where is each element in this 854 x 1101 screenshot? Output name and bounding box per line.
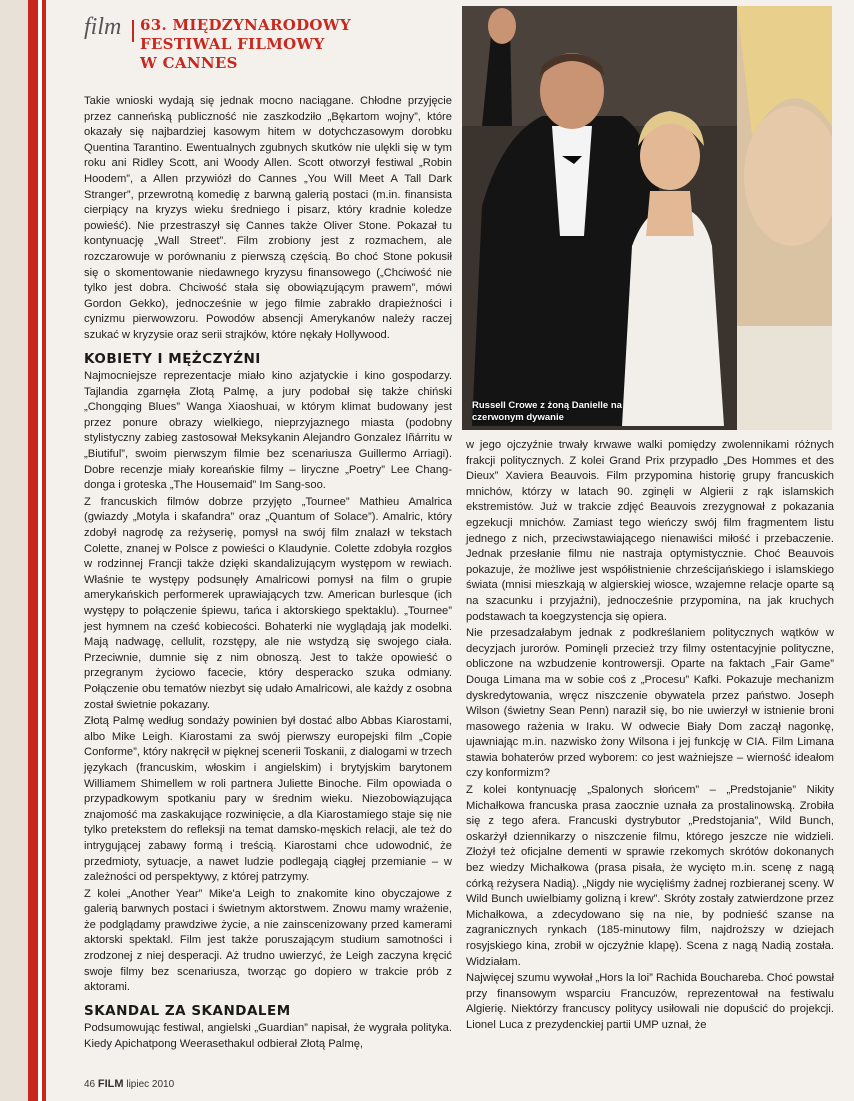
paragraph: Najmocniejsze reprezentacje miało kino azjatyckie i kino gospodarzy. Tajlandia zgarnęła Złotą Palmę, a jury podobał się także chiński „Chongqing Blues” Wanga Xiaoshuai, w którym klimat budowany jest przez ponure obrazy wielkiego, nieprzyjaznego miasta (podobny stylistyczny zabieg zastosował Meksykanin Alejandro Gonzalez Iñárritu w „Biutiful”, swoim pierwszym filmie bez scenariusza Guillermo Arriagi). Dobre recenzje miały koreańskie filmy – liryczne „Poetry” Lee Chang-donga i groteska „The Housemaid” Im Sang-soo.	[84, 370, 452, 492]
page-number: 46	[84, 1079, 96, 1090]
left-column	[84, 94, 452, 1053]
page-edge-stripe	[0, 0, 52, 1101]
title-line-2: FESTIWAL FILMOWY	[140, 35, 325, 53]
paragraph: Najwięcej szumu wywołał „Hors la loi” Rachida Bouchareba. Choć powstał przy finansowym wsparciu Francuzów, reprezentował na festiwalu Algierię. Niektórzy francuscy politycy usiłowali nie dopuścić do projekcji. Lionel Luca z prezydenckiej partii UMP uznał, że	[466, 972, 834, 1031]
paragraph: Z francuskich filmów dobrze przyjęto „Tournee” Mathieu Amalrica (gwiazdy „Motyla i skafandra” oraz „Quantum of Solace”). Amalric, który zdobył nagrodę za reżyserię, pomysł na swój film znalazł w tekstach Colette, znanej w Polsce z powieści o Klaudynie. Colette zdobyła rozgłos w rodzinnej Francji także dzięki skandalizującym występom w rewiach. Właśnie te występy podsunęły Amalricowi pomysł na film o grupie amerykańskich performerek uprawiających tzw. American burlesque (ich występy to połączenie śpiewu, tańca i aktorskiego spektaklu). „Tournee” jest hymnem na cześć kobiecości. Bohaterki nie wyglądają jak modelki. Mają nadwagę, cellulit, rozstępy, ale nie wstydzą się swojego ciała. Przeciwnie, dumnie się z nim obnoszą. Jest to także opowieść o przegranym życiowo facecie, który desperacko szuka odmiany. Połączenie obu tematów niezbyt się udało Amalricowi, ale każdy z osobna został świetnie pokazany.	[84, 495, 452, 711]
title-line-3: W CANNES	[140, 54, 238, 72]
article-photo	[462, 6, 832, 430]
paragraph: Nie przesadzałabym jednak z podkreślaniem politycznych wątków w decyzjach jurorów. Pominęli przecież trzy filmy ostentacyjnie polityczne, obliczone na wzbudzenie kontrowersji. Oparte na faktach „Fair Game” Douga Limana ma w sobie coś z „Procesu” Kafki. Pokazuje mechanizm dyskredytowania, wręcz niszczenie obywatela przez państwo. Joseph Wilson (świetny Sean Penn) naraził się, bo nie uwierzył w istnienie broni masowego rażenia w Iraku. W odwecie Biały Dom zaczął nagonkę, ujawniając m.in. nazwisko żony Wilsona i jej funkcję w CIA. Film Limana stawia bohaterów przed wyborem: co jest ważniejsze – wierność ideałom czy konformizm?	[466, 627, 834, 780]
paragraph: Z kolei kontynuację „Spalonych słońcem” – „Predstojanie” Nikity Michałkowa francuska prasa zaocznie uznała za prostalinowską. Zrobiła się z tego afera. Francuski dystrybutor „Predstojania”, Wild Bunch, oskarżył dziennikarzy o niszczenie filmu, którego jeszcze nie widzieli. Złożył też oficjalne dementi w sprawie rzekomych skrótów dokonanych bez wiedzy Michałkowa (prasa pisała, że wycięto m.in. scenę z nagą córką reżysera Nadią). „Nigdy nie wycięliśmy żadnej rozbieranej sceny. W Wild Bunch uwielbiamy golizną i krew”. Skróty zostały zatwierdzone przez Michałkowa, a zdecydowano się na nie, by podnieść szanse na zagranicznych rynkach (185-minutowy film, najdroższy w dziejach rosyjskiego kina, zrobił w ojczyźnie klapę). Scena z nagą Nadią została. Widziałam.	[466, 784, 834, 968]
paragraph: w jego ojczyźnie trwały krwawe walki pomiędzy zwolennikami różnych frakcji politycznych. Z kolei Grand Prix przypadło „Des Hommes et des Dieux” Xaviera Beauvois. Film przypomina historię grupy francuskich mnichów, którzy w latach 90. zginęli w Algierii z rąk islamskich ekstremistów. Już w trakcie zdjęć Beauvois zrezygnował z pokazania egzekucji mnichów. Zamiast tego wieńczy swój film fragmentem listu jednego z nich, przeciwstawiającego nienawiści miłość i przebaczenie. Jednak przesłanie filmu nie nastraja optymistycznie. Choć Beauvois pokazuje, że możliwe jest współistnienie chrześcijańskiego i islamskiego świata (mnisi mieszkają w algierskiej wiosce, wzajemne relacje oparte są na szacunku i przyjaźni), jednocześnie przypomina, na jak kruchych podstawach ta koegzystencja się opiera.	[466, 439, 834, 623]
magazine-name: FILM	[97, 1078, 124, 1090]
page-footer	[84, 1078, 174, 1090]
subheading-skandal: SKANDAL ZA SKANDALEM	[84, 1002, 291, 1019]
photo-illustration	[462, 6, 832, 430]
right-column	[466, 438, 834, 1034]
article-title	[140, 16, 440, 73]
article-header	[84, 14, 444, 78]
paragraph: Złotą Palmę według sondaży powinien był dostać albo Abbas Kiarostami, albo Mike Leigh. Kiarostami za swój pierwszy europejski film „Copie Conforme”, który nakręcił w pięknej scenerii Toskanii, z dialogami w trzech językach (francuskim, włoskim i angielskim) i brytyjskim barytonem Williamem Shimellem w roli partnera Juliette Binoche. Film opowiada o przypadkowym spotkaniu pary w średnim wieku. Niezobowiązująca znajomość ma zaskakujące rozwinięcie, a dla Kiarostamiego staje się nie tylko pretekstem do refleksji na temat damsko-męskich relacji, ale też do intrygującej zabawy formą i treścią. Kiarostami chce udowodnić, że przedmioty, sytuacje, a nawet ludzie podlegają ciągłej przemianie – w zależności od perspektywy, z której patrzymy.	[84, 715, 452, 884]
photo-caption: Russell Crowe z żoną Danielle na czerwonym dywanie	[472, 400, 622, 423]
subheading-kobiety: KOBIETY I MĘŻCZYŹNI	[84, 350, 261, 367]
intro-paragraph: Takie wnioski wydają się jednak mocno naciągane. Chłodne przyjęcie przez canneńską publiczność nie zaszkodziło „Bękartom wojny”, które okazały się najbardziej kasowym hitem w dotychczasowym dorobku Quentina Tarantino. Ewentualnych zgubnych skutków nie ulękli się w tym roku ani Ridley Scott, ani Woody Allen. Scott otworzył festiwal „Robin Hoodem”, a Allen przywiózł do Cannes „You Will Meet A Tall Dark Stranger”, przewrotną komedię z barwną galerią postaci (m.in. finansista cierpiący na kryzys wieku średniego i pisarz, który kradnie koledze powieść). Nie przestraszył się Cannes także Oliver Stone. Pokazał tu kontynuację „Wall Street”. Film zrobiony jest z rozmachem, ale rozczarowuje w porównaniu z pierwszą częścią. Bo choć Stone pokusił się o skomentowanie niedawnego kryzysu finansowego („Chciwość nie tylko jest dobra. Chciwość stała się obowiązującym prawem”, mówi Gordon Gekko), jednocześnie w jego filmie zabrakło drapieżności i cynizmu pierwowzoru. Powodów absencji Amerykanów należy raczej szukać w kryzysie oraz serii strajków, które nękały Hollywood.	[84, 95, 452, 341]
section-label: film	[84, 14, 122, 40]
paragraph: Z kolei „Another Year” Mike'a Leigh to znakomite kino obyczajowe z galerią barwnych postaci i świetnym aktorstwem. Znowu mamy wrażenie, że podglądamy prawdziwe życie, a nie zainscenizowany przed kamerami aktorski spektakl. Film jest także poruszającym studium samotności i zrodzonej z niej desperacji. Aż trudno uwierzyć, że Leigh zaczyna kręcić swoje filmy bez scenariusza, tworząc go dopiero w trakcie prób z aktorami.	[84, 887, 452, 994]
header-divider	[132, 20, 134, 42]
title-line-1: 63. MIĘDZYNARODOWY	[140, 16, 351, 34]
issue-date: lipiec 2010	[126, 1079, 175, 1090]
paragraph: Podsumowując festiwal, angielski „Guardian” napisał, że wygrała polityka. Kiedy Apichatpong Weerasethakul odbierał Złotą Palmę,	[84, 1022, 452, 1051]
